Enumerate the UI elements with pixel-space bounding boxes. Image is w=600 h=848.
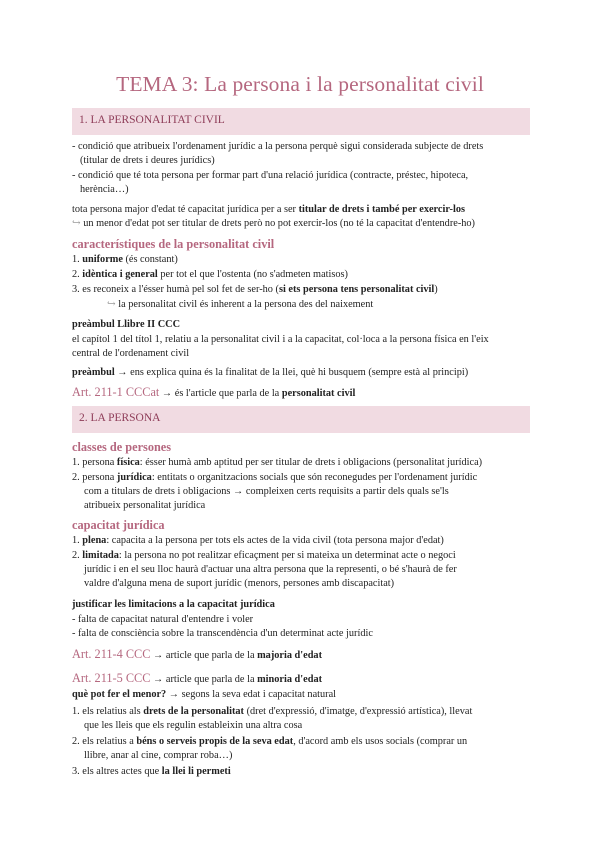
text-run: 1. els relatius als [72, 706, 144, 717]
text-run: (dret d'expressió, d'imatge, d'expressió artística), llevat [244, 706, 473, 717]
section-heading-text: 1. LA PERSONALITAT CIVIL [79, 114, 225, 126]
article-reference [72, 671, 322, 686]
definition-line: - condició que atribueix l'ordenament jurídic a la persona perquè sigui considerada subjecte de drets [72, 141, 484, 152]
bold-text: titular de drets i també per exercir-los [298, 204, 465, 215]
paragraph [72, 366, 468, 380]
article-reference [72, 647, 322, 662]
list-item [72, 705, 472, 719]
bold-text: béns o serveis propis de la seva edat [136, 736, 294, 747]
bold-text: justificar les limitacions a la capacitat jurídica [72, 599, 275, 610]
article-name: Art. 211-5 CCC [72, 671, 151, 685]
bold-text: uniforme [82, 254, 123, 265]
text-run: (és constant) [122, 254, 178, 265]
text-run: → ens explica quina és la finalitat de la llei, què hi busquem (sempre està al principi) [114, 367, 469, 378]
paragraph [72, 203, 465, 217]
list-item [72, 534, 444, 548]
article-name: Art. 211-1 CCCat [72, 385, 160, 399]
list-number: 1. persona [72, 457, 117, 468]
return-arrow-icon: ↪ [72, 218, 81, 229]
text-run: → és l'article que parla de la [159, 388, 282, 399]
text-run: : ésser humà amb aptitud per ser titular de drets i obligacions (personalitat jurídica) [139, 457, 483, 468]
bold-text: preàmbul [72, 367, 115, 378]
text-run: 2. els relatius a [72, 736, 137, 747]
text-run: , d'acord amb els usos socials (comprar un [293, 736, 468, 747]
list-item [72, 268, 348, 282]
list-item [72, 456, 482, 470]
list-subitem [107, 298, 373, 312]
text-run: → article que parla de la [150, 650, 258, 661]
list-number: 2. [72, 269, 83, 280]
bold-text: plena [82, 535, 107, 546]
text-run: segons la seva edat i capacitat natural [179, 689, 337, 700]
text-run: un menor d'edat pot ser titular de drets però no pot exercir-los (no té la capacitat d'entendre-ho) [80, 218, 475, 229]
text-run: 3. els altres actes que [72, 766, 162, 777]
bold-text: majoria d'edat [257, 650, 323, 661]
list-item-continuation: com a titulars de drets i obligacions → compleixen certs requisits a partir dels quals se'ls [84, 486, 449, 497]
paragraph: central de l'ordenament civil [72, 348, 190, 359]
list-item [72, 549, 456, 563]
justificar-heading [72, 598, 275, 612]
bold-text: drets de la personalitat [143, 706, 244, 717]
bold-text: limitada [82, 550, 119, 561]
definition-line: (titular de drets i deures jurídics) [80, 155, 215, 166]
definition-line: herència…) [80, 184, 129, 195]
list-item: - falta de consciència sobre la transcendència d'un determinat acte jurídic [72, 628, 373, 639]
text-run: ) [434, 284, 438, 295]
subheading: capacitat jurídica [72, 518, 165, 532]
bold-text: jurídica [116, 472, 152, 483]
text-run: per tot el que l'ostenta (no s'admeten matisos) [157, 269, 348, 280]
text-run: 3. es reconeix a l'ésser humà pel sol fet de ser-ho ( [72, 284, 279, 295]
list-item [72, 765, 231, 779]
list-item-continuation: jurídic i en el seu lloc haurà d'actuar una altra persona que la representi, o bé s'haurà de fer [84, 564, 457, 575]
list-item [72, 735, 467, 749]
list-item-continuation: que les lleis que els regulin estableixin una altra cosa [84, 720, 303, 731]
preambul-heading [72, 318, 180, 332]
paragraph [72, 688, 336, 702]
article-name: Art. 211-4 CCC [72, 647, 151, 661]
bold-text: idèntica i general [82, 269, 158, 280]
subheading: classes de persones [72, 440, 172, 454]
section-heading-text: 2. LA PERSONA [79, 412, 161, 424]
bold-text: minoria d'edat [257, 674, 323, 685]
text-run: → article que parla de la [150, 674, 258, 685]
section-heading-personalitat-civil [72, 108, 530, 135]
text-run: : entitats o organitzacions socials que són reconegudes per l'ordenament jurídic [151, 472, 478, 483]
text-run: la personalitat civil és inherent a la persona des del naixement [115, 299, 374, 310]
text-run: tota persona major d'edat té capacitat jurídica per a ser [72, 204, 299, 215]
list-item [72, 471, 477, 485]
list-number: 1. [72, 535, 83, 546]
paragraph: el capítol 1 del títol 1, relatiu a la personalitat civil i a la capacitat, col·loca a la persona física en l'eix [72, 334, 489, 345]
bold-text: què pot fer el menor? → [72, 689, 180, 700]
list-item-continuation: valdre d'alguna mena de suport jurídic (menors, persones amb discapacitat) [84, 578, 395, 589]
list-item-continuation: atribueix personalitat jurídica [84, 500, 206, 511]
paragraph [72, 217, 475, 231]
document-title: TEMA 3: La persona i la personalitat civil [116, 72, 484, 96]
list-number: 2. [72, 550, 83, 561]
bold-text: personalitat civil [281, 388, 356, 399]
return-arrow-icon: ↪ [107, 299, 116, 310]
text-run: : la persona no pot realitzar eficaçment per si mateixa un determinat acte o negoci [118, 550, 456, 561]
subheading: característiques de la personalitat civil [72, 237, 275, 251]
list-item [72, 283, 438, 297]
definition-line: - condició que té tota persona per formar part d'una relació jurídica (contracte, préstec, hipoteca, [72, 170, 469, 181]
list-number: 1. [72, 254, 83, 265]
bold-text: física [116, 457, 140, 468]
bold-text: la llei li permeti [161, 766, 231, 777]
section-heading-persona [72, 406, 530, 433]
list-item-continuation: llibre, anar al cine, comprar roba…) [84, 750, 233, 761]
article-reference [72, 385, 355, 400]
text-run: : capacita a la persona per tots els actes de la vida civil (tota persona major d'edat) [106, 535, 444, 546]
list-item [72, 253, 178, 267]
list-item: - falta de capacitat natural d'entendre i voler [72, 614, 254, 625]
bold-text: si ets persona tens personalitat civil [278, 284, 435, 295]
bold-text: preàmbul Llibre II CCC [72, 319, 181, 330]
list-number: 2. persona [72, 472, 117, 483]
